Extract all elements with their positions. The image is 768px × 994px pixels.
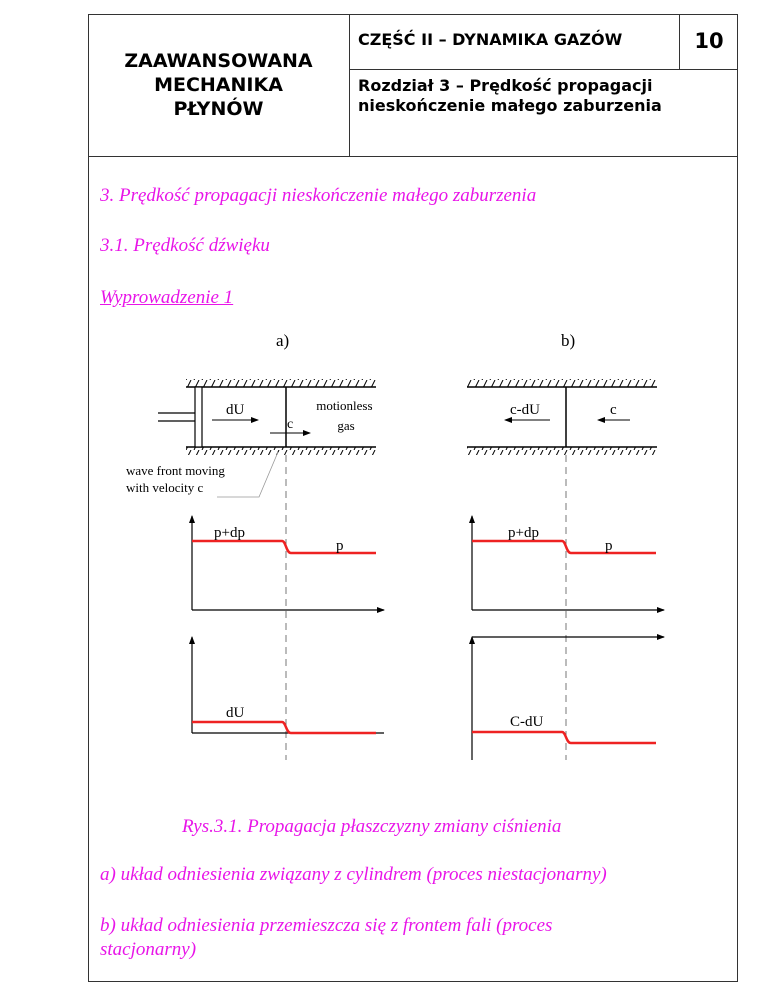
a-piston-velocity: dU xyxy=(226,402,245,418)
panel-b-label: b) xyxy=(561,331,576,350)
caption-b: b) układ odniesienia przemieszcza się z frontem fali (proces stacjonarny) xyxy=(100,915,553,960)
b-wave-speed: c xyxy=(610,402,617,418)
channel-b xyxy=(467,379,657,455)
b-inflow-velocity: c-dU xyxy=(510,402,540,418)
section-heading: 3. Prędkość propagacji nieskończenie małego zaburzenia xyxy=(100,185,537,206)
wavefront-note: wave front moving with velocity c xyxy=(126,463,225,495)
b-pressure-high: p+dp xyxy=(508,525,539,541)
plot-b-velocity xyxy=(472,637,664,760)
b-pressure-low: p xyxy=(605,538,613,554)
panel-a-label: a) xyxy=(276,331,290,350)
course-title: ZAAWANSOWANA MECHANIKA PŁYNÓW xyxy=(124,50,313,120)
a-wave-speed: c xyxy=(287,417,294,432)
part-title: CZĘŚĆ II – DYNAMIKA GAZÓW xyxy=(350,14,680,70)
a-pressure-high: p+dp xyxy=(214,525,245,541)
plot-b-pressure xyxy=(472,516,664,610)
caption-a: a) układ odniesienia związany z cylindrem (proces niestacjonarny) xyxy=(100,864,607,885)
chapter-title: Rozdział 3 – Prędkość propagacji nieskończenie małego zaburzenia xyxy=(350,70,738,157)
subsection-heading: 3.1. Prędkość dźwięku xyxy=(100,235,270,256)
plot-a-pressure xyxy=(192,516,384,610)
page-number: 10 xyxy=(680,14,738,70)
a-gas-state: motionless gas xyxy=(316,398,373,433)
b-velocity-label: C-dU xyxy=(510,714,544,730)
plot-a-velocity xyxy=(192,637,384,733)
derivation-heading: Wyprowadzenie 1 xyxy=(100,287,234,308)
cylinder-a xyxy=(126,379,376,497)
figure-caption: Rys.3.1. Propagacja płaszczyzny zmiany ciśnienia xyxy=(182,816,562,837)
piston xyxy=(195,387,202,447)
a-pressure-low: p xyxy=(336,538,344,554)
a-velocity-label: dU xyxy=(226,705,245,721)
